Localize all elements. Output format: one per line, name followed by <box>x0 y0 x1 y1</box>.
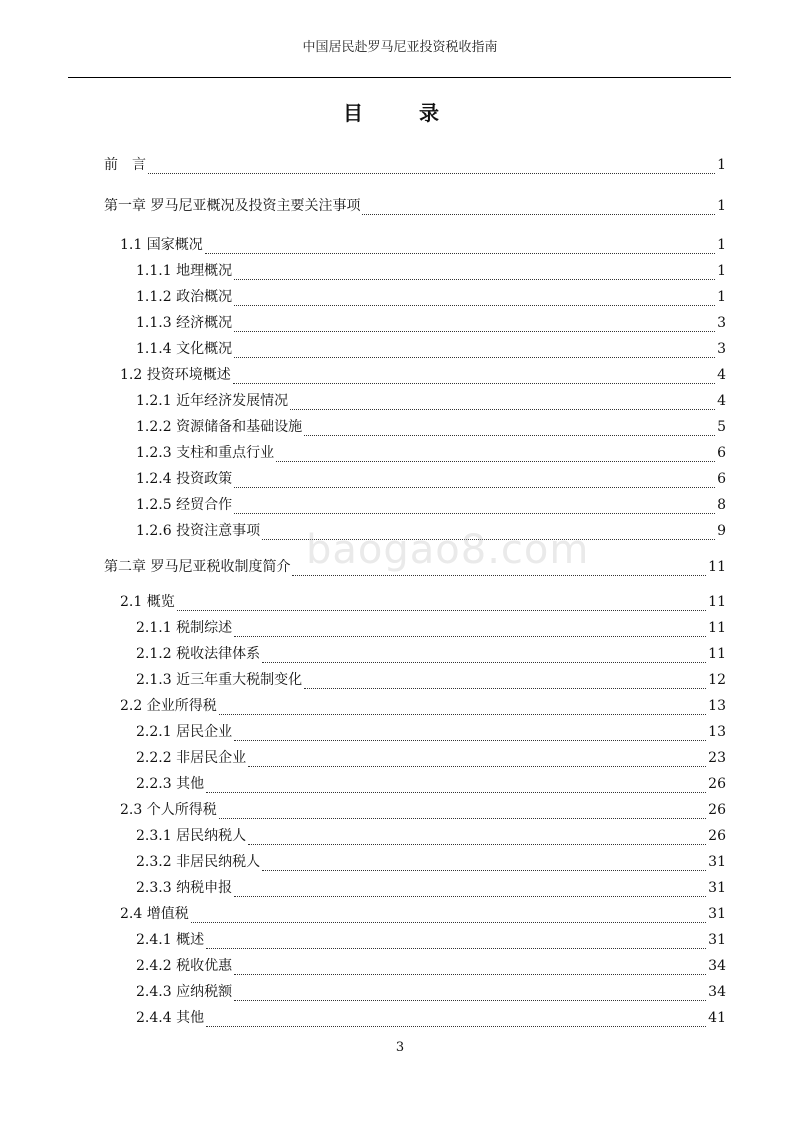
toc-entry-label: 2.1.1 税制综述 <box>136 620 233 636</box>
toc-entry-page: 31 <box>708 932 726 948</box>
toc-entry-label: 2.1.3 近三年重大税制变化 <box>136 672 303 688</box>
toc-entry-page: 1 <box>717 198 726 214</box>
toc-dot-leader <box>234 356 715 358</box>
toc-dot-leader <box>248 765 706 767</box>
toc-entry[interactable] <box>104 903 726 929</box>
toc-entry-page: 23 <box>708 750 726 766</box>
toc-entry-page: 4 <box>717 367 726 383</box>
toc-entry-label: 1.1.2 政治概况 <box>136 289 233 305</box>
page-number: 3 <box>395 1040 405 1055</box>
toc-entry-page: 13 <box>708 724 726 740</box>
toc-entry[interactable] <box>104 591 726 617</box>
toc-dot-leader <box>234 999 706 1001</box>
toc-entry-page: 1 <box>717 263 726 279</box>
toc-entry[interactable] <box>104 468 726 494</box>
watermark: baogao8.com <box>306 527 590 573</box>
toc-entry-label: 2.1.2 税收法律体系 <box>136 646 261 662</box>
toc-entry[interactable] <box>104 442 726 468</box>
toc-entry-label: 2.4.3 应纳税额 <box>136 984 233 1000</box>
toc-entry-label: 2.3.1 居民纳税人 <box>136 828 247 844</box>
toc-dot-leader <box>262 869 706 871</box>
toc-dot-leader <box>234 635 706 637</box>
toc-entry[interactable] <box>104 154 726 180</box>
toc-dot-leader <box>234 330 715 332</box>
toc-entry-page: 11 <box>708 646 726 662</box>
toc-dot-leader <box>234 278 715 280</box>
toc-dot-leader <box>206 947 706 949</box>
toc-entry[interactable] <box>104 773 726 799</box>
toc-dot-leader <box>362 213 715 215</box>
toc-entry-page: 26 <box>708 776 726 792</box>
toc-dot-leader <box>206 791 706 793</box>
toc-entry-label: 2.4.4 其他 <box>136 1010 205 1026</box>
toc-dot-leader <box>276 460 715 462</box>
toc-entry[interactable] <box>104 260 726 286</box>
toc-dot-leader <box>304 434 715 436</box>
toc-entry-label: 2.3.3 纳税申报 <box>136 880 233 896</box>
toc-dot-leader <box>234 512 715 514</box>
toc-entry-page: 26 <box>708 828 726 844</box>
toc-entry-page: 6 <box>717 445 726 461</box>
toc-entry[interactable] <box>104 851 726 877</box>
toc-entry-label: 2.4.2 税收优惠 <box>136 958 233 974</box>
toc-entry-label: 1.1.4 文化概况 <box>136 341 233 357</box>
toc-entry-label: 1.2.1 近年经济发展情况 <box>136 393 289 409</box>
toc-entry[interactable] <box>104 955 726 981</box>
toc-entry-page: 31 <box>708 906 726 922</box>
toc-entry[interactable] <box>104 721 726 747</box>
toc-entry-page: 1 <box>717 237 726 253</box>
toc-entry[interactable] <box>104 234 726 260</box>
toc-entry[interactable] <box>104 195 726 221</box>
toc-entry-label: 2.2.1 居民企业 <box>136 724 233 740</box>
toc-dot-leader <box>148 172 715 174</box>
toc-entry[interactable] <box>104 390 726 416</box>
toc-dot-leader <box>234 973 706 975</box>
toc-entry-label: 1.1.1 地理概况 <box>136 263 233 279</box>
toc-entry-page: 9 <box>717 523 726 539</box>
toc-entry-label: 2.3.2 非居民纳税人 <box>136 854 261 870</box>
toc-entry-page: 13 <box>708 698 726 714</box>
toc-entry-page: 3 <box>717 341 726 357</box>
toc-entry[interactable] <box>104 312 726 338</box>
toc-entry-page: 34 <box>708 984 726 1000</box>
toc-entry-label: 1.2.4 投资政策 <box>136 471 233 487</box>
running-header: 中国居民赴罗马尼亚投资税收指南 <box>302 40 498 55</box>
toc-entry[interactable] <box>104 494 726 520</box>
toc-entry[interactable] <box>104 825 726 851</box>
toc-entry-page: 41 <box>708 1010 726 1026</box>
toc-dot-leader <box>262 661 706 663</box>
toc-entry[interactable] <box>104 643 726 669</box>
toc-entry-page: 11 <box>708 594 726 610</box>
toc-entry[interactable] <box>104 1007 726 1033</box>
header-rule <box>68 77 731 78</box>
toc-entry[interactable] <box>104 981 726 1007</box>
toc-entry-page: 3 <box>717 315 726 331</box>
toc-dot-leader <box>290 408 715 410</box>
toc-entry-label: 2.4 增值税 <box>120 906 189 922</box>
toc-entry-page: 6 <box>717 471 726 487</box>
toc-entry-label: 2.1 概览 <box>120 594 175 610</box>
toc-entry-label: 1.2.6 投资注意事项 <box>136 523 261 539</box>
toc-dot-leader <box>206 1025 706 1027</box>
toc-dot-leader <box>234 486 715 488</box>
toc-entry-page: 26 <box>708 802 726 818</box>
toc-entry-label: 2.2 企业所得税 <box>120 698 217 714</box>
toc-entry[interactable] <box>104 338 726 364</box>
toc-dot-leader <box>304 687 706 689</box>
toc-entry-label: 1.1.3 经济概况 <box>136 315 233 331</box>
toc-entry-page: 8 <box>717 497 726 513</box>
toc-dot-leader <box>233 382 715 384</box>
toc-entry-page: 31 <box>708 854 726 870</box>
toc-dot-leader <box>292 574 706 576</box>
toc-entry[interactable] <box>104 286 726 312</box>
toc-dot-leader <box>191 921 706 923</box>
toc-entry-label: 1.2.2 资源储备和基础设施 <box>136 419 303 435</box>
toc-entry[interactable] <box>104 617 726 643</box>
toc-title: 目 录 <box>343 101 457 125</box>
toc-dot-leader <box>248 843 706 845</box>
toc-dot-leader <box>177 609 706 611</box>
toc-entry-page: 31 <box>708 880 726 896</box>
toc-dot-leader <box>234 304 715 306</box>
toc-dot-leader <box>219 713 706 715</box>
toc-entry-label: 第二章 罗马尼亚税收制度简介 <box>104 559 291 575</box>
toc-entry-label: 1.2.3 支柱和重点行业 <box>136 445 275 461</box>
toc-entry-page: 11 <box>708 559 726 575</box>
toc-entry-page: 12 <box>708 672 726 688</box>
toc-entry-page: 5 <box>717 419 726 435</box>
toc-entry-label: 2.3 个人所得税 <box>120 802 217 818</box>
toc-entry-label: 1.1 国家概况 <box>120 237 203 253</box>
toc-entry-page: 34 <box>708 958 726 974</box>
toc-entry[interactable] <box>104 364 726 390</box>
toc-entry-label: 2.2.3 其他 <box>136 776 205 792</box>
toc-entry[interactable] <box>104 695 726 721</box>
toc-entry-label: 2.4.1 概述 <box>136 932 205 948</box>
toc-entry[interactable] <box>104 799 726 825</box>
toc-entry-label: 1.2 投资环境概述 <box>120 367 231 383</box>
toc-entry-label: 前 言 <box>104 157 146 173</box>
toc-entry[interactable] <box>104 929 726 955</box>
toc-entry-label: 1.2.5 经贸合作 <box>136 497 233 513</box>
toc-dot-leader <box>234 895 706 897</box>
toc-dot-leader <box>205 252 715 254</box>
toc-entry[interactable] <box>104 877 726 903</box>
toc-entry-page: 11 <box>708 620 726 636</box>
toc-entry-label: 2.2.2 非居民企业 <box>136 750 247 766</box>
toc-entry-page: 1 <box>717 157 726 173</box>
toc-entry-label: 第一章 罗马尼亚概况及投资主要关注事项 <box>104 198 361 214</box>
toc-entry[interactable] <box>104 669 726 695</box>
toc-entry-page: 1 <box>717 289 726 305</box>
toc-entry-page: 4 <box>717 393 726 409</box>
toc-dot-leader <box>219 817 706 819</box>
toc-entry[interactable] <box>104 747 726 773</box>
toc-entry[interactable] <box>104 416 726 442</box>
toc-dot-leader <box>234 739 706 741</box>
